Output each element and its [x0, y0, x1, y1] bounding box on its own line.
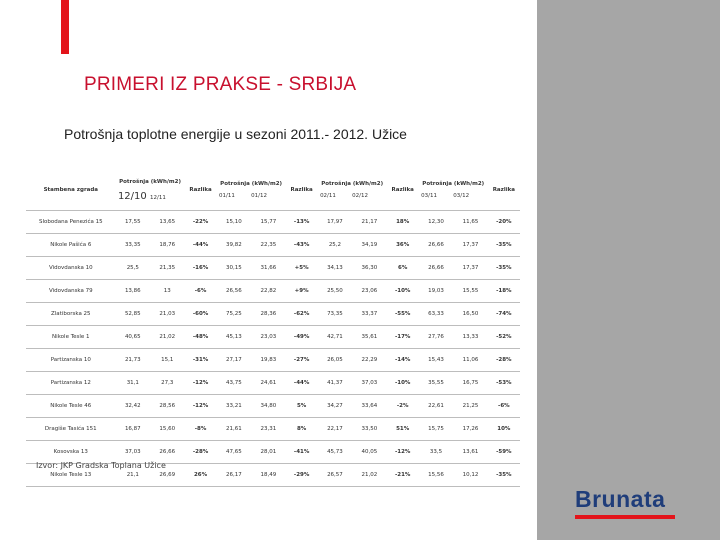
table-row: [26, 326, 520, 349]
consumption-cell: 28,56: [150, 395, 184, 418]
building-name-cell: Partizanska 10: [26, 349, 116, 372]
table-row: [26, 257, 520, 280]
header-period: 02/11: [320, 193, 336, 199]
consumption-cell: 17,37: [453, 257, 487, 280]
consumption-cell: 40,05: [352, 441, 386, 464]
header-period: 02/12: [352, 193, 369, 199]
header-diff: Razlika: [488, 170, 520, 211]
difference-cell: +5%: [286, 257, 318, 280]
consumption-cell: 17,37: [453, 234, 487, 257]
difference-cell: -41%: [286, 441, 318, 464]
consumption-cell: 11,06: [453, 349, 487, 372]
difference-cell: -6%: [488, 395, 520, 418]
slide-title: PRIMERI IZ PRAKSE - SRBIJA: [84, 74, 357, 95]
consumption-cell: 21,61: [217, 418, 251, 441]
difference-cell: 6%: [387, 257, 419, 280]
difference-cell: -20%: [488, 211, 520, 234]
difference-cell: -12%: [387, 441, 419, 464]
header-group-2: Potrošnja (kWh/m2) 01/11 01/12: [217, 170, 286, 211]
consumption-cell: 15,1: [150, 349, 184, 372]
consumption-cell: 26,57: [318, 464, 352, 487]
header-period: 03/12: [453, 193, 470, 199]
header-period: 12/11: [150, 194, 166, 201]
consumption-cell: 33,35: [116, 234, 150, 257]
logo-underline: [575, 515, 675, 519]
consumption-cell: 17,26: [453, 418, 487, 441]
consumption-cell: 40,65: [116, 326, 150, 349]
consumption-cell: 23,31: [251, 418, 285, 441]
consumption-cell: 16,75: [453, 372, 487, 395]
difference-cell: -10%: [387, 372, 419, 395]
consumption-cell: 33,50: [352, 418, 386, 441]
consumption-cell: 10,12: [453, 464, 487, 487]
consumption-cell: 26,17: [217, 464, 251, 487]
consumption-cell: 42,71: [318, 326, 352, 349]
consumption-cell: 37,03: [116, 441, 150, 464]
consumption-cell: 21,17: [352, 211, 386, 234]
building-name-cell: Nikole Tesle 13: [26, 464, 116, 487]
difference-cell: -48%: [185, 326, 217, 349]
header-group-3: Potrošnja (kWh/m2) 02/11 02/12: [318, 170, 387, 211]
table-header-row: [26, 170, 520, 211]
consumption-cell: 26,66: [419, 234, 453, 257]
consumption-cell: 22,61: [419, 395, 453, 418]
consumption-cell: 12,30: [419, 211, 453, 234]
consumption-cell: 28,36: [251, 303, 285, 326]
table-row: [26, 372, 520, 395]
difference-cell: -10%: [387, 280, 419, 303]
consumption-cell: 30,15: [217, 257, 251, 280]
difference-cell: 51%: [387, 418, 419, 441]
consumption-cell: 63,33: [419, 303, 453, 326]
building-name-cell: Nikole Tesle 1: [26, 326, 116, 349]
consumption-cell: 52,85: [116, 303, 150, 326]
difference-cell: -28%: [185, 441, 217, 464]
difference-cell: -31%: [185, 349, 217, 372]
building-name-cell: Nikole Tesle 46: [26, 395, 116, 418]
consumption-cell: 17,55: [116, 211, 150, 234]
header-group-1: Potrošnja (kWh/m2) 12/10 12/11: [116, 170, 185, 211]
difference-cell: -44%: [185, 234, 217, 257]
header-period: 01/12: [251, 193, 267, 199]
consumption-cell: 22,29: [352, 349, 386, 372]
accent-bar: [61, 0, 69, 54]
consumption-cell: 36,30: [352, 257, 386, 280]
consumption-cell: 25,2: [318, 234, 352, 257]
difference-cell: -22%: [185, 211, 217, 234]
consumption-cell: 33,37: [352, 303, 386, 326]
consumption-cell: 34,13: [318, 257, 352, 280]
table-row: [26, 234, 520, 257]
consumption-cell: 26,56: [217, 280, 251, 303]
building-name-cell: Vidovdanska 79: [26, 280, 116, 303]
difference-cell: -44%: [286, 372, 318, 395]
consumption-cell: 17,97: [318, 211, 352, 234]
building-name-cell: Partizanska 12: [26, 372, 116, 395]
difference-cell: +9%: [286, 280, 318, 303]
building-name-cell: Zlatiborska 25: [26, 303, 116, 326]
right-sidebar-panel: [537, 0, 720, 540]
difference-cell: 36%: [387, 234, 419, 257]
consumption-cell: 15,75: [419, 418, 453, 441]
table-row: [26, 211, 520, 234]
difference-cell: -16%: [185, 257, 217, 280]
difference-cell: -13%: [286, 211, 318, 234]
consumption-cell: 35,61: [352, 326, 386, 349]
difference-cell: 18%: [387, 211, 419, 234]
consumption-cell: 25,50: [318, 280, 352, 303]
consumption-cell: 21,35: [150, 257, 184, 280]
difference-cell: -74%: [488, 303, 520, 326]
consumption-cell: 27,3: [150, 372, 184, 395]
header-diff: Razlika: [286, 170, 318, 211]
difference-cell: -14%: [387, 349, 419, 372]
difference-cell: -35%: [488, 464, 520, 487]
difference-cell: -53%: [488, 372, 520, 395]
consumption-cell: 21,03: [150, 303, 184, 326]
difference-cell: -43%: [286, 234, 318, 257]
consumption-cell: 21,02: [150, 326, 184, 349]
consumption-cell: 22,82: [251, 280, 285, 303]
consumption-cell: 13,65: [150, 211, 184, 234]
header-group-4: Potrošnja (kWh/m2) 03/11 03/12: [419, 170, 488, 211]
consumption-cell: 34,19: [352, 234, 386, 257]
difference-cell: 5%: [286, 395, 318, 418]
header-building: Stambena zgrada: [26, 170, 116, 211]
consumption-cell: 26,05: [318, 349, 352, 372]
consumption-cell: 33,64: [352, 395, 386, 418]
slide-subtitle: Potrošnja toplotne energije u sezoni 2011.- 2012. Užice: [64, 126, 407, 142]
difference-cell: -60%: [185, 303, 217, 326]
consumption-cell: 26,66: [419, 257, 453, 280]
consumption-cell: 35,55: [419, 372, 453, 395]
building-name-cell: Vidovdanska 10: [26, 257, 116, 280]
consumption-cell: 21,73: [116, 349, 150, 372]
building-name-cell: Nikole Pašića 6: [26, 234, 116, 257]
consumption-cell: 26,66: [150, 441, 184, 464]
difference-cell: -6%: [185, 280, 217, 303]
consumption-cell: 25,5: [116, 257, 150, 280]
consumption-cell: 34,27: [318, 395, 352, 418]
consumption-cell: 15,56: [419, 464, 453, 487]
difference-cell: -29%: [286, 464, 318, 487]
consumption-cell: 15,55: [453, 280, 487, 303]
consumption-cell: 23,06: [352, 280, 386, 303]
difference-cell: -35%: [488, 257, 520, 280]
building-name-cell: Slobodana Penezića 15: [26, 211, 116, 234]
difference-cell: 10%: [488, 418, 520, 441]
difference-cell: -12%: [185, 395, 217, 418]
consumption-cell: 34,80: [251, 395, 285, 418]
building-name-cell: Dragiše Tasića 151: [26, 418, 116, 441]
header-diff: Razlika: [387, 170, 419, 211]
difference-cell: -28%: [488, 349, 520, 372]
header-period: 12/10: [117, 190, 147, 202]
consumption-cell: 45,73: [318, 441, 352, 464]
consumption-cell: 18,76: [150, 234, 184, 257]
header-period: 03/11: [421, 193, 437, 199]
consumption-cell: 21,25: [453, 395, 487, 418]
consumption-cell: 33,21: [217, 395, 251, 418]
building-name-cell: Kosovska 13: [26, 441, 116, 464]
consumption-cell: 21,02: [352, 464, 386, 487]
difference-cell: -59%: [488, 441, 520, 464]
consumption-cell: 15,10: [217, 211, 251, 234]
difference-cell: -52%: [488, 326, 520, 349]
consumption-cell: 13,61: [453, 441, 487, 464]
consumption-cell: 41,37: [318, 372, 352, 395]
consumption-cell: 26,69: [150, 464, 184, 487]
difference-cell: -49%: [286, 326, 318, 349]
consumption-cell: 19,03: [419, 280, 453, 303]
difference-cell: 26%: [185, 464, 217, 487]
difference-cell: -8%: [185, 418, 217, 441]
consumption-cell: 13: [150, 280, 184, 303]
consumption-cell: 22,35: [251, 234, 285, 257]
consumption-cell: 31,1: [116, 372, 150, 395]
table-row: [26, 418, 520, 441]
difference-cell: -2%: [387, 395, 419, 418]
consumption-cell: 15,60: [150, 418, 184, 441]
source-note: Izvor: JKP Gradska Toplana Užice: [36, 461, 166, 470]
consumption-cell: 27,76: [419, 326, 453, 349]
consumption-cell: 13,33: [453, 326, 487, 349]
consumption-cell: 32,42: [116, 395, 150, 418]
table-row: [26, 280, 520, 303]
difference-cell: -35%: [488, 234, 520, 257]
header-period: 01/11: [219, 193, 235, 199]
difference-cell: -55%: [387, 303, 419, 326]
difference-cell: -12%: [185, 372, 217, 395]
consumption-cell: 27,17: [217, 349, 251, 372]
consumption-cell: 23,03: [251, 326, 285, 349]
consumption-cell: 28,01: [251, 441, 285, 464]
brunata-logo: Brunata: [575, 486, 666, 512]
consumption-cell: 75,25: [217, 303, 251, 326]
difference-cell: 8%: [286, 418, 318, 441]
table-row: [26, 349, 520, 372]
consumption-cell: 31,66: [251, 257, 285, 280]
consumption-cell: 24,61: [251, 372, 285, 395]
consumption-cell: 47,65: [217, 441, 251, 464]
consumption-cell: 18,49: [251, 464, 285, 487]
header-diff: Razlika: [185, 170, 217, 211]
consumption-cell: 43,75: [217, 372, 251, 395]
table-row: [26, 303, 520, 326]
difference-cell: -17%: [387, 326, 419, 349]
difference-cell: -62%: [286, 303, 318, 326]
consumption-cell: 13,86: [116, 280, 150, 303]
consumption-cell: 45,13: [217, 326, 251, 349]
difference-cell: -27%: [286, 349, 318, 372]
consumption-cell: 11,65: [453, 211, 487, 234]
consumption-cell: 33,5: [419, 441, 453, 464]
consumption-cell: 16,50: [453, 303, 487, 326]
consumption-cell: 73,35: [318, 303, 352, 326]
consumption-table: [26, 170, 520, 487]
consumption-cell: 16,87: [116, 418, 150, 441]
table-row: [26, 395, 520, 418]
consumption-cell: 39,82: [217, 234, 251, 257]
consumption-cell: 15,77: [251, 211, 285, 234]
difference-cell: -21%: [387, 464, 419, 487]
difference-cell: -18%: [488, 280, 520, 303]
consumption-cell: 37,03: [352, 372, 386, 395]
consumption-cell: 19,83: [251, 349, 285, 372]
consumption-cell: 22,17: [318, 418, 352, 441]
consumption-cell: 21,1: [116, 464, 150, 487]
consumption-cell: 15,43: [419, 349, 453, 372]
